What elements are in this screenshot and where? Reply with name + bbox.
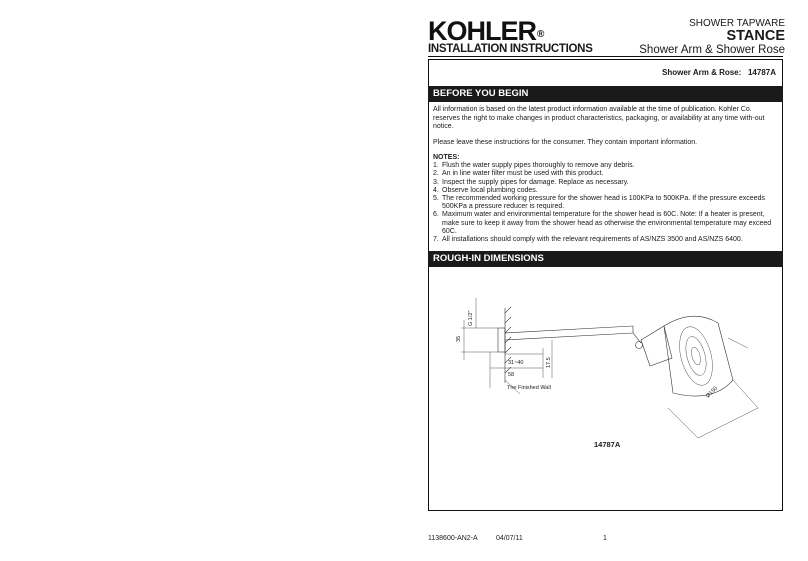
section-rough-title: ROUGH-IN DIMENSIONS [428,251,783,267]
product-name: Shower Arm & Shower Rose [639,44,785,56]
section-before-title: BEFORE YOU BEGIN [428,86,783,102]
brand-name: KOHLER [428,16,536,46]
spec-model: 14787A [747,68,776,77]
product-line: STANCE [726,28,785,44]
nozzle-rings [674,323,719,389]
dim-diameter-150: Ø150 [705,385,719,400]
diagram-model-label: 14787A [594,440,621,449]
notes-heading: NOTES: [433,154,460,161]
consumer-paragraph: Please leave these instructions for the consumer. They contain important information. [433,139,698,146]
note-item: 1. Flush the water supply pipes thoroughly to remove any debris. [433,162,635,170]
rough-in-diagram [428,268,783,468]
finished-wall-label: The Finished Wall [507,385,551,391]
doc-type: INSTALLATION INSTRUCTIONS [428,43,593,55]
notes-list [433,162,778,244]
footer-page: 1 [603,535,607,542]
spec-label: Shower Arm & Rose: [662,68,742,77]
dim-17-5: 17.5 [546,357,552,368]
note-item: 2. An in line water filter must be used with this product. [433,170,604,178]
footer-doc-no: 1138600-AN2-A [428,535,478,542]
shower-arm-bottom [505,333,633,340]
kohler-logo [428,18,544,45]
shower-head-face [664,316,733,396]
note-item: 4. Observe local plumbing codes. [433,186,538,194]
note-item: 5. The recommended working pressure for the shower head is 100KPa to 500KPa. If the pressure exceeds 500KPa a pressure reducer is required. [433,195,765,211]
shower-head-body [641,326,672,366]
intro-paragraph: All information is based on the latest product information available at the time of publication. Kohler Co. reserves the right to make changes in product characteristics, packaging, or availability at any time with-out notice. [433,106,765,131]
dim-35: 35 [456,335,462,342]
ball-joint [636,342,643,349]
dim-58: 58 [508,372,515,378]
dimension-lines [461,298,758,438]
notes-block [433,154,778,244]
wall-flange [498,328,505,352]
note-item: 3. Inspect the supply pipes for damage. Replace as necessary. [433,178,629,186]
dim-g-half: G 1/2" [468,310,474,326]
spec-line [662,68,776,77]
note-item: 7. All installations should comply with the relevant requirements of AS/NZS 3500 and AS/NZS 6400. [433,236,743,244]
registered-mark: ® [537,29,545,40]
dim-31-40: 31~40 [508,360,524,366]
shower-arm-top [505,326,633,333]
note-item: 6. Maximum water and environmental temperature for the shower head is 60C. Note: If a heater is present, make sure to keep it away from the shower head as otherwise the environmental temperature may exceed 60C. [433,211,772,235]
category: SHOWER TAPWARE [689,18,785,29]
footer-date: 04/07/11 [496,535,523,542]
header-rule [428,56,783,57]
